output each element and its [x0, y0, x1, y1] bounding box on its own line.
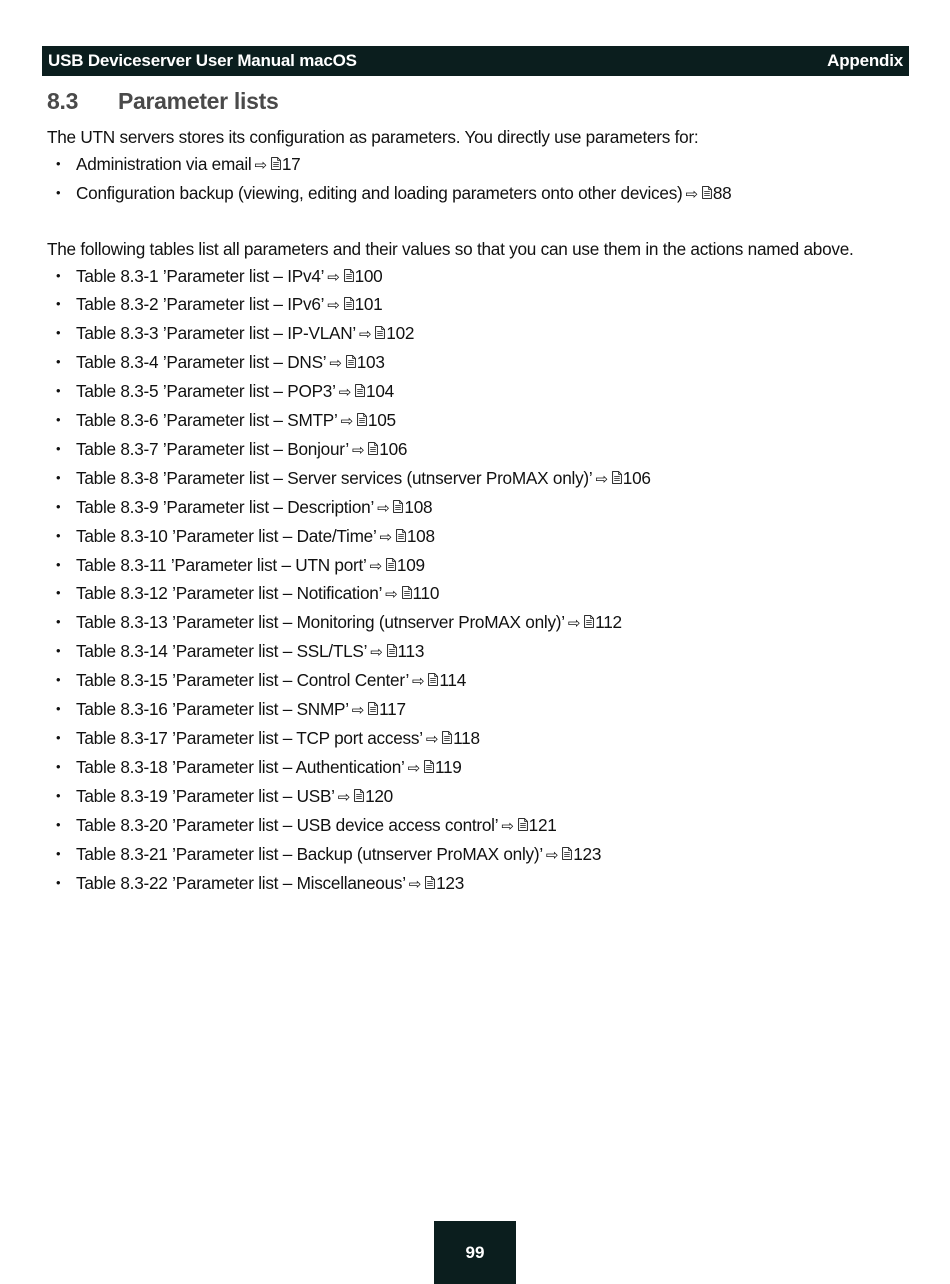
page-reference-number: 105: [367, 410, 396, 431]
list-item-label: Configuration backup (viewing, editing and loading parameters onto other devices): [76, 182, 683, 203]
document-page-icon: [387, 644, 397, 657]
list-item: [47, 609, 907, 638]
page-reference-number: 106: [622, 467, 651, 488]
list-item: [47, 754, 907, 783]
list-item: [47, 151, 907, 180]
page-reference-number: 118: [453, 728, 480, 749]
document-page-icon: [375, 326, 385, 339]
page-reference-number: 121: [528, 814, 557, 835]
list-item-label: Table 8.3-8 ’Parameter list – Server services (utnserver ProMAX only)’: [76, 467, 593, 488]
arrow-right-outline-icon: ⇨: [425, 731, 439, 749]
arrow-right-outline-icon: ⇨: [369, 557, 382, 575]
list-item: [47, 407, 907, 436]
arrow-right-outline-icon: ⇨: [340, 413, 353, 431]
page-reference-number: 123: [436, 872, 465, 893]
page-reference-number: 100: [354, 265, 383, 286]
list-item: [47, 494, 907, 523]
arrow-right-outline-icon: ⇨: [408, 875, 422, 893]
document-page-icon: [425, 876, 435, 889]
page-reference-link[interactable]: [324, 291, 382, 320]
page-reference-link[interactable]: [367, 638, 424, 667]
document-page-icon: [354, 789, 364, 802]
page-number-label: 99: [465, 1242, 485, 1262]
page-reference-link[interactable]: [592, 465, 650, 494]
document-page-icon: [386, 558, 396, 571]
document-page-icon: [368, 702, 378, 715]
document-page-icon: [424, 760, 434, 773]
arrow-right-outline-icon: ⇨: [385, 586, 398, 604]
document-page-icon: [562, 847, 572, 860]
document-page-icon: [518, 818, 528, 831]
page-reference-link[interactable]: [336, 378, 394, 407]
page-reference-number: 88: [712, 182, 732, 203]
list-item: [47, 349, 907, 378]
page-number: [434, 1221, 516, 1284]
list-item: [47, 436, 907, 465]
arrow-right-outline-icon: ⇨: [337, 788, 351, 806]
arrow-right-outline-icon: ⇨: [358, 326, 372, 344]
list-item: [47, 667, 907, 696]
list-item-label: Table 8.3-2 ’Parameter list – IPv6’: [76, 294, 325, 315]
document-page-icon: [393, 500, 403, 513]
arrow-right-outline-icon: ⇨: [595, 470, 608, 488]
list-item-label: Table 8.3-10 ’Parameter list – Date/Time’: [76, 525, 377, 546]
page-reference-number: 109: [396, 554, 425, 575]
page-reference-link[interactable]: [349, 696, 406, 725]
page-reference-link[interactable]: [382, 580, 439, 609]
list-item-label: Administration via email: [76, 153, 252, 174]
page-reference-number: 104: [366, 381, 394, 402]
page-reference-link[interactable]: [409, 667, 466, 696]
page-reference-link[interactable]: [326, 349, 384, 378]
document-page-icon: [702, 186, 712, 199]
list-item: [47, 841, 907, 870]
arrow-right-outline-icon: ⇨: [567, 615, 581, 633]
arrow-right-outline-icon: ⇨: [379, 528, 392, 546]
list-item-label: Table 8.3-9 ’Parameter list – Description’: [76, 496, 375, 517]
list-item: [47, 378, 907, 407]
arrow-right-outline-icon: ⇨: [685, 185, 698, 203]
list-item-label: Table 8.3-6 ’Parameter list – SMTP’: [76, 410, 338, 431]
page-reference-number: 117: [379, 699, 406, 720]
intro-paragraph: The UTN servers stores its configuration as parameters. You directly use parameters for:: [47, 127, 699, 147]
page-reference-link[interactable]: [338, 407, 396, 436]
page-reference-number: 120: [365, 785, 393, 806]
page-reference-link[interactable]: [543, 841, 601, 870]
page-reference-number: 103: [356, 352, 385, 373]
document-page-icon: [368, 442, 378, 455]
manual-title: USB Deviceserver User Manual macOS: [48, 51, 357, 70]
list-item: [47, 812, 907, 841]
page-reference-number: 114: [439, 670, 467, 691]
page-reference-link[interactable]: [498, 812, 556, 841]
list-item-label: Table 8.3-4 ’Parameter list – DNS’: [76, 352, 327, 373]
document-page-icon: [584, 615, 594, 628]
page-reference-number: 101: [354, 294, 383, 315]
list-item-label: Table 8.3-19 ’Parameter list – USB’: [76, 785, 335, 806]
list-item-label: Table 8.3-1 ’Parameter list – IPv4’: [76, 265, 325, 286]
page-reference-link[interactable]: [252, 151, 301, 180]
arrow-right-outline-icon: ⇨: [327, 297, 340, 315]
list-item: [47, 638, 907, 667]
chapter-name: Appendix: [827, 51, 903, 70]
arrow-right-outline-icon: ⇨: [412, 673, 425, 691]
document-page-icon: [612, 471, 622, 484]
section-title: Parameter lists: [118, 88, 279, 114]
list-item-label: Table 8.3-20 ’Parameter list – USB device access control’: [76, 814, 499, 835]
document-page-icon: [344, 269, 354, 282]
list-item: [47, 552, 907, 581]
page-reference-link[interactable]: [367, 552, 425, 581]
document-page-icon: [402, 586, 412, 599]
page-reference-link[interactable]: [683, 180, 732, 209]
list-item-label: Table 8.3-12 ’Parameter list – Notification’: [76, 583, 383, 604]
page-reference-number: 17: [281, 153, 301, 174]
list-item: [47, 180, 907, 209]
arrow-right-outline-icon: ⇨: [327, 268, 340, 286]
page-reference-link[interactable]: [405, 754, 462, 783]
list-item: [47, 291, 907, 320]
page-reference-number: 102: [386, 323, 415, 344]
paragraph-spacer: [47, 209, 907, 236]
arrow-right-outline-icon: ⇨: [545, 846, 559, 864]
list-item-label: Table 8.3-22 ’Parameter list – Miscellaneous’: [76, 872, 406, 893]
list-item-label: Table 8.3-11 ’Parameter list – UTN port’: [76, 554, 367, 575]
usage-list: [47, 151, 907, 209]
page-reference-number: 108: [406, 525, 435, 546]
page-reference-link[interactable]: [335, 783, 393, 812]
list-item-label: Table 8.3-3 ’Parameter list – IP-VLAN’: [76, 323, 356, 344]
list-item: [47, 320, 907, 349]
page-reference-number: 113: [397, 641, 425, 662]
arrow-right-outline-icon: ⇨: [351, 441, 365, 459]
arrow-right-outline-icon: ⇨: [351, 702, 365, 720]
document-page-icon: [428, 673, 438, 686]
page-reference-number: 110: [412, 583, 440, 604]
document-page-icon: [346, 355, 356, 368]
page-reference-link[interactable]: [565, 609, 622, 638]
page-reference-number: 108: [404, 496, 433, 517]
list-item-label: Table 8.3-14 ’Parameter list – SSL/TLS’: [76, 641, 368, 662]
document-page-icon: [396, 529, 406, 542]
list-item: [47, 263, 907, 292]
page-reference-link[interactable]: [377, 523, 435, 552]
list-item: [47, 523, 907, 552]
page-reference-link[interactable]: [349, 436, 407, 465]
section-heading: [47, 88, 278, 115]
document-page-icon: [357, 413, 367, 426]
document-page-icon: [271, 157, 281, 170]
list-item-label: Table 8.3-16 ’Parameter list – SNMP’: [76, 699, 349, 720]
list-item-label: Table 8.3-17 ’Parameter list – TCP port access’: [76, 728, 423, 749]
section-number: 8.3: [47, 88, 79, 114]
arrow-right-outline-icon: ⇨: [370, 644, 383, 662]
arrow-right-outline-icon: ⇨: [338, 384, 352, 402]
document-page-icon: [355, 384, 365, 397]
page-reference-link[interactable]: [423, 725, 480, 754]
table-reference-list: [47, 263, 907, 899]
page-reference-number: 112: [595, 612, 622, 633]
list-item-label: Table 8.3-5 ’Parameter list – POP3’: [76, 381, 336, 402]
page-reference-link[interactable]: [406, 870, 464, 899]
page-reference-link[interactable]: [374, 494, 432, 523]
arrow-right-outline-icon: ⇨: [329, 355, 342, 373]
list-item-label: Table 8.3-13 ’Parameter list – Monitoring (utnserver ProMAX only)’: [76, 612, 565, 633]
document-page-icon: [442, 731, 452, 744]
tables-paragraph: The following tables list all parameters and their values so that you can use them in the actions named above.: [47, 238, 854, 259]
list-item: [47, 870, 907, 899]
page-reference-number: 106: [379, 438, 408, 459]
list-item-label: Table 8.3-15 ’Parameter list – Control Center’: [76, 670, 410, 691]
list-item-label: Table 8.3-18 ’Parameter list – Authentication’: [76, 756, 405, 777]
arrow-right-outline-icon: ⇨: [407, 759, 420, 777]
list-item-label: Table 8.3-21 ’Parameter list – Backup (utnserver ProMAX only)’: [76, 843, 543, 864]
document-page-icon: [344, 297, 354, 310]
list-item: [47, 725, 907, 754]
list-item: [47, 696, 907, 725]
list-item: [47, 465, 907, 494]
arrow-right-outline-icon: ⇨: [501, 817, 514, 835]
running-header: [42, 46, 909, 76]
arrow-right-outline-icon: ⇨: [254, 156, 267, 174]
page-reference-number: 123: [573, 843, 602, 864]
list-item: [47, 783, 907, 812]
page-reference-number: 119: [434, 756, 462, 777]
arrow-right-outline-icon: ⇨: [377, 499, 390, 517]
list-item-label: Table 8.3-7 ’Parameter list – Bonjour’: [76, 438, 349, 459]
list-item: [47, 580, 907, 609]
page-reference-link[interactable]: [324, 263, 382, 292]
page-body: [47, 124, 907, 898]
page-reference-link[interactable]: [356, 320, 414, 349]
